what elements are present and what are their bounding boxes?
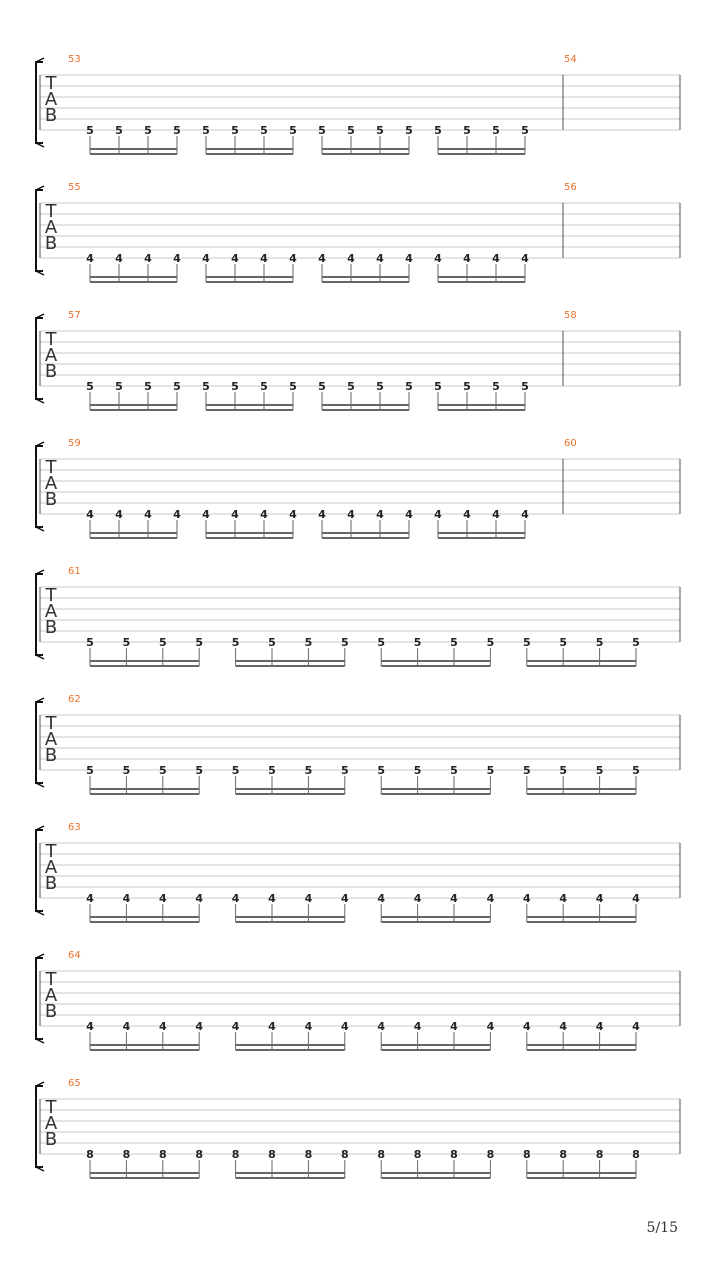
tab-clef-letter: A [44,601,58,622]
beam-primary [236,1172,345,1174]
tab-clef-letter: T [45,201,57,222]
fret-number: 5 [144,380,152,393]
beam-primary [527,916,636,918]
beam-secondary [438,153,525,155]
tab-clef-letter: B [44,361,58,382]
fret-number: 4 [115,252,123,265]
fret-number: 5 [413,764,422,777]
fret-number: 5 [463,124,471,137]
fret-number: 4 [463,508,471,521]
tab-clef-letter: T [45,329,57,350]
beam-secondary [90,1049,199,1051]
fret-number: 5 [158,764,167,777]
beam-primary [90,148,177,150]
fret-number: 4 [377,1020,386,1033]
tab-system [36,182,680,283]
beam-primary [381,788,490,790]
beam-secondary [381,921,490,923]
fret-number: 4 [595,892,604,905]
fret-number: 4 [304,1020,313,1033]
fret-number: 5 [521,124,529,137]
tab-clef-letter: T [45,969,57,990]
beam-primary [322,404,409,406]
fret-number: 4 [522,892,531,905]
measure-number: 58 [564,310,577,321]
fret-number: 8 [595,1148,604,1161]
fret-number: 4 [595,1020,604,1033]
fret-number: 8 [450,1148,458,1161]
fret-number: 4 [413,1020,422,1033]
beam-secondary [90,153,177,155]
fret-number: 5 [632,764,640,777]
fret-number: 5 [260,380,268,393]
beam-secondary [236,921,345,923]
fret-number: 4 [289,252,297,265]
beam-secondary [381,665,490,667]
page-number: 5/15 [646,1220,678,1236]
fret-number: 8 [86,1148,94,1161]
beam-secondary [236,793,345,795]
fret-number: 5 [340,636,349,649]
beam-primary [381,660,490,662]
fret-number: 5 [289,380,297,393]
beam-secondary [90,793,199,795]
fret-number: 4 [304,892,313,905]
fret-number: 4 [202,508,210,521]
beam-secondary [438,281,525,283]
fret-number: 4 [521,508,529,521]
fret-number: 4 [347,252,355,265]
fret-number: 5 [486,636,495,649]
beam-secondary [381,1049,490,1051]
tab-clef-letter: A [44,985,58,1006]
fret-number: 5 [268,764,276,777]
fret-number: 5 [202,380,210,393]
fret-number: 8 [413,1148,422,1161]
fret-number: 5 [195,636,204,649]
beam-primary [90,916,199,918]
beam-primary [90,404,177,406]
tab-clef-letter: A [44,345,58,366]
beam-secondary [206,281,293,283]
fret-number: 5 [86,380,94,393]
beam-primary [527,1172,636,1174]
beam-secondary [236,1177,345,1179]
beam-primary [322,276,409,278]
fret-number: 5 [122,764,131,777]
beam-primary [438,404,525,406]
beam-secondary [381,1177,490,1179]
measure-number: 59 [68,438,81,449]
tab-system [36,54,680,155]
tab-clef-letter: A [44,857,58,878]
fret-number: 4 [340,892,349,905]
beam-secondary [527,921,636,923]
tab-clef-letter: B [44,233,58,254]
tab-clef-letter: T [45,841,57,862]
beam-primary [527,788,636,790]
fret-number: 4 [434,508,442,521]
beam-secondary [90,665,199,667]
fret-number: 8 [559,1148,568,1161]
beam-primary [322,532,409,534]
fret-number: 4 [231,892,240,905]
fret-number: 4 [450,1020,458,1033]
fret-number: 5 [521,380,529,393]
beam-primary [90,532,177,534]
fret-number: 5 [144,124,152,137]
fret-number: 5 [122,636,131,649]
fret-number: 5 [173,380,181,393]
tab-clef-letter: B [44,105,58,126]
beam-secondary [206,537,293,539]
fret-number: 5 [413,636,422,649]
fret-number: 8 [268,1148,276,1161]
beam-primary [236,660,345,662]
beam-secondary [322,153,409,155]
fret-number: 4 [376,252,384,265]
fret-number: 4 [521,252,529,265]
measure-number: 65 [68,1078,81,1089]
tab-system [36,950,680,1051]
tab-system [36,694,680,795]
measure-number: 54 [564,54,577,65]
fret-number: 4 [86,1020,94,1033]
fret-number: 4 [632,892,640,905]
fret-number: 4 [144,252,152,265]
beam-primary [90,660,199,662]
measure-number: 64 [68,950,81,961]
fret-number: 4 [434,252,442,265]
beam-secondary [206,153,293,155]
fret-number: 5 [434,124,442,137]
tab-system [36,310,680,411]
beam-secondary [236,1049,345,1051]
fret-number: 5 [86,764,94,777]
fret-number: 8 [231,1148,240,1161]
fret-number: 8 [122,1148,131,1161]
fret-number: 5 [522,636,531,649]
tab-clef-letter: T [45,713,57,734]
beam-secondary [322,281,409,283]
tab-clef-letter: T [45,457,57,478]
fret-number: 5 [318,124,326,137]
fret-number: 5 [450,636,458,649]
fret-number: 4 [522,1020,531,1033]
beam-primary [438,532,525,534]
fret-number: 5 [231,636,240,649]
fret-number: 4 [632,1020,640,1033]
beam-secondary [438,409,525,411]
beam-secondary [527,1049,636,1051]
beam-secondary [381,793,490,795]
beam-secondary [206,409,293,411]
fret-number: 8 [304,1148,313,1161]
fret-number: 4 [231,252,239,265]
fret-number: 5 [559,764,568,777]
tab-system [36,566,680,667]
beam-secondary [322,409,409,411]
beam-primary [206,276,293,278]
beam-primary [381,916,490,918]
tab-clef-letter: A [44,473,58,494]
fret-number: 4 [463,252,471,265]
fret-number: 5 [115,124,123,137]
fret-number: 8 [158,1148,167,1161]
fret-number: 4 [318,252,326,265]
beam-secondary [90,537,177,539]
fret-number: 4 [559,1020,568,1033]
fret-number: 5 [492,124,500,137]
fret-number: 5 [195,764,204,777]
fret-number: 4 [268,1020,276,1033]
fret-number: 4 [486,1020,495,1033]
fret-number: 4 [231,1020,240,1033]
fret-number: 4 [231,508,239,521]
fret-number: 4 [115,508,123,521]
beam-primary [236,1044,345,1046]
fret-number: 4 [405,252,413,265]
fret-number: 4 [318,508,326,521]
fret-number: 5 [289,124,297,137]
tab-clef-letter: B [44,489,58,510]
fret-number: 4 [122,892,131,905]
beam-primary [438,148,525,150]
fret-number: 4 [195,1020,204,1033]
fret-number: 8 [522,1148,531,1161]
fret-number: 5 [434,380,442,393]
measure-number: 62 [68,694,81,705]
beam-primary [236,788,345,790]
tab-system [36,822,680,923]
measure-number: 61 [68,566,81,577]
fret-number: 4 [173,508,181,521]
fret-number: 4 [173,252,181,265]
measure-number: 57 [68,310,81,321]
fret-number: 4 [260,252,268,265]
fret-number: 4 [144,508,152,521]
fret-number: 5 [340,764,349,777]
beam-primary [236,916,345,918]
fret-number: 4 [347,508,355,521]
fret-number: 5 [86,636,94,649]
beam-primary [381,1172,490,1174]
fret-number: 5 [632,636,640,649]
fret-number: 4 [340,1020,349,1033]
tab-clef-letter: A [44,1113,58,1134]
measure-number: 56 [564,182,577,193]
fret-number: 8 [340,1148,349,1161]
fret-number: 5 [463,380,471,393]
fret-number: 4 [486,892,495,905]
fret-number: 5 [158,636,167,649]
measure-number: 53 [68,54,81,65]
tab-clef-letter: T [45,585,57,606]
fret-number: 5 [522,764,531,777]
fret-number: 4 [260,508,268,521]
fret-number: 5 [376,380,384,393]
beam-secondary [527,793,636,795]
beam-secondary [438,537,525,539]
measure-number: 60 [564,438,577,449]
fret-number: 4 [289,508,297,521]
fret-number: 5 [595,636,604,649]
fret-number: 5 [231,380,239,393]
fret-number: 5 [115,380,123,393]
fret-number: 5 [268,636,276,649]
fret-number: 5 [377,636,386,649]
beam-secondary [527,665,636,667]
tab-clef-letter: T [45,1097,57,1118]
beam-primary [90,1044,199,1046]
fret-number: 4 [158,892,167,905]
measure-number: 55 [68,182,81,193]
fret-number: 8 [486,1148,495,1161]
fret-number: 4 [559,892,568,905]
tab-clef-letter: A [44,729,58,750]
fret-number: 5 [347,124,355,137]
tab-clef-letter: B [44,873,58,894]
fret-number: 4 [202,252,210,265]
beam-secondary [236,665,345,667]
fret-number: 4 [450,892,458,905]
fret-number: 5 [376,124,384,137]
beam-primary [322,148,409,150]
beam-primary [90,1172,199,1174]
fret-number: 4 [86,892,94,905]
beam-secondary [322,537,409,539]
beam-primary [206,532,293,534]
fret-number: 8 [195,1148,204,1161]
fret-number: 4 [268,892,276,905]
beam-secondary [90,409,177,411]
fret-number: 5 [450,764,458,777]
measure-number: 63 [68,822,81,833]
tab-system [36,438,680,539]
fret-number: 4 [158,1020,167,1033]
fret-number: 5 [231,124,239,137]
tab-clef-letter: A [44,89,58,110]
beam-primary [90,788,199,790]
fret-number: 4 [376,508,384,521]
beam-secondary [90,921,199,923]
beam-primary [527,1044,636,1046]
beam-primary [90,276,177,278]
beam-secondary [90,1177,199,1179]
fret-number: 5 [304,764,313,777]
fret-number: 5 [595,764,604,777]
beam-secondary [90,281,177,283]
fret-number: 4 [377,892,386,905]
fret-number: 5 [347,380,355,393]
fret-number: 5 [492,380,500,393]
fret-number: 4 [492,252,500,265]
fret-number: 5 [318,380,326,393]
beam-primary [381,1044,490,1046]
beam-secondary [527,1177,636,1179]
tab-clef-letter: T [45,73,57,94]
tab-system [36,1078,680,1179]
fret-number: 8 [632,1148,640,1161]
fret-number: 5 [405,380,413,393]
fret-number: 4 [86,508,94,521]
fret-number: 5 [86,124,94,137]
fret-number: 4 [195,892,204,905]
fret-number: 5 [486,764,495,777]
fret-number: 5 [405,124,413,137]
tab-clef-letter: B [44,1001,58,1022]
fret-number: 4 [86,252,94,265]
beam-primary [206,404,293,406]
beam-primary [438,276,525,278]
tab-clef-letter: B [44,1129,58,1150]
fret-number: 5 [559,636,568,649]
fret-number: 5 [231,764,240,777]
beam-primary [206,148,293,150]
fret-number: 4 [122,1020,131,1033]
fret-number: 5 [377,764,386,777]
fret-number: 5 [260,124,268,137]
fret-number: 4 [405,508,413,521]
fret-number: 4 [413,892,422,905]
tab-clef-letter: B [44,617,58,638]
tab-clef-letter: B [44,745,58,766]
beam-primary [527,660,636,662]
fret-number: 8 [377,1148,386,1161]
fret-number: 4 [492,508,500,521]
fret-number: 5 [304,636,313,649]
fret-number: 5 [202,124,210,137]
fret-number: 5 [173,124,181,137]
tab-clef-letter: A [44,217,58,238]
